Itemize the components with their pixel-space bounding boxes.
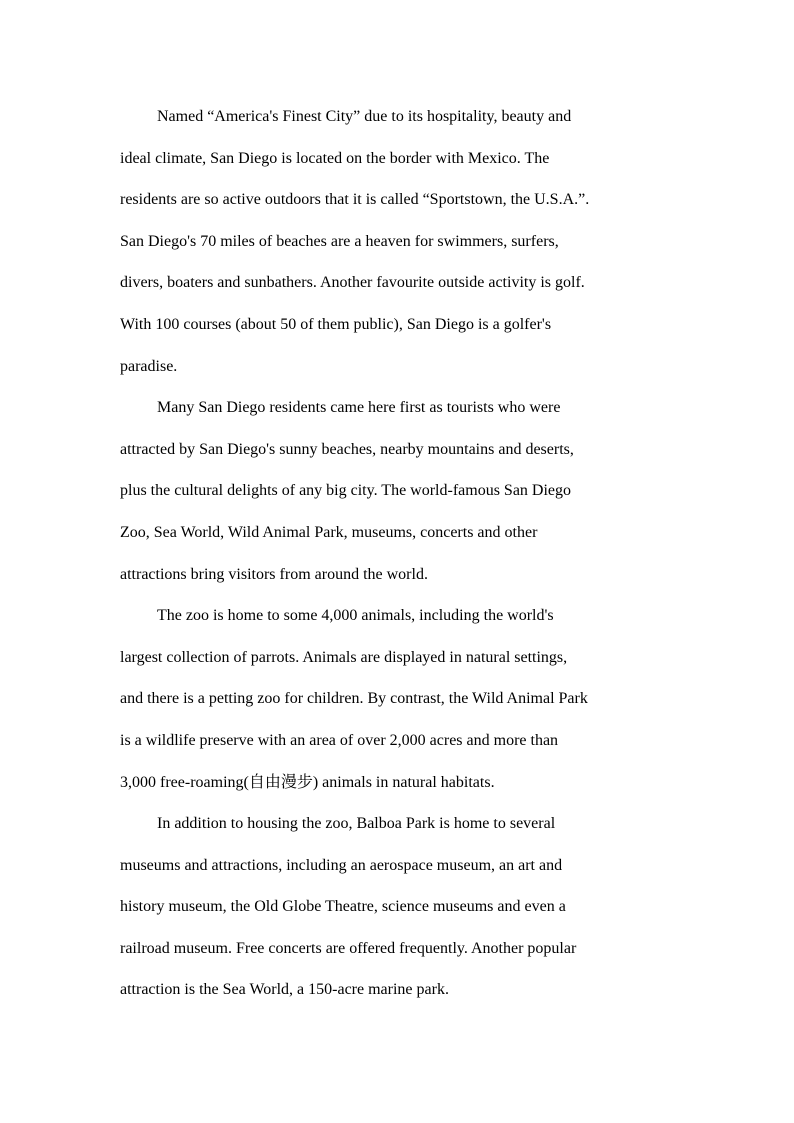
text-line: The zoo is home to some 4,000 animals, including the world's <box>157 607 554 625</box>
text-line: is a wildlife preserve with an area of over 2,000 acres and more than <box>120 731 559 749</box>
text-line: and there is a petting zoo for children. By contrast, the Wild Animal Park <box>120 690 588 708</box>
text-line: residents are so active outdoors that it is called “Sportstown, the U.S.A.”. <box>120 191 590 209</box>
text-line: Zoo, Sea World, Wild Animal Park, museums, concerts and other <box>120 523 538 541</box>
paragraph <box>120 595 680 803</box>
text-line: divers, boaters and sunbathers. Another favourite outside activity is golf. <box>120 274 585 292</box>
document-page <box>120 96 680 1011</box>
text-line: In addition to housing the zoo, Balboa Park is home to several <box>157 815 556 833</box>
text-line: Named “America's Finest City” due to its hospitality, beauty and <box>157 108 572 125</box>
paragraph <box>120 387 680 595</box>
text-line: largest collection of parrots. Animals are displayed in natural settings, <box>120 648 568 666</box>
text-line: ideal climate, San Diego is located on the border with Mexico. The <box>120 149 550 167</box>
text-line: history museum, the Old Globe Theatre, science museums and even a <box>120 898 566 916</box>
paragraph <box>120 803 680 1011</box>
text-line: museums and attractions, including an aerospace museum, an art and <box>120 856 563 874</box>
text-line: paradise. <box>120 357 178 375</box>
paragraph <box>120 96 680 387</box>
text-line: Many San Diego residents came here first as tourists who were <box>157 399 561 417</box>
text-line: railroad museum. Free concerts are offered frequently. Another popular <box>120 939 577 957</box>
text-line: 3,000 free-roaming(自由漫步) animals in natural habitats. <box>120 773 495 791</box>
text-line: attracted by San Diego's sunny beaches, nearby mountains and deserts, <box>120 440 574 458</box>
text-line: attractions bring visitors from around the world. <box>120 565 428 583</box>
text-line: San Diego's 70 miles of beaches are a heaven for swimmers, surfers, <box>120 232 559 250</box>
text-line: With 100 courses (about 50 of them public), San Diego is a golfer's <box>120 315 552 333</box>
text-line: attraction is the Sea World, a 150-acre marine park. <box>120 981 449 999</box>
text-line: plus the cultural delights of any big city. The world-famous San Diego <box>120 482 572 500</box>
